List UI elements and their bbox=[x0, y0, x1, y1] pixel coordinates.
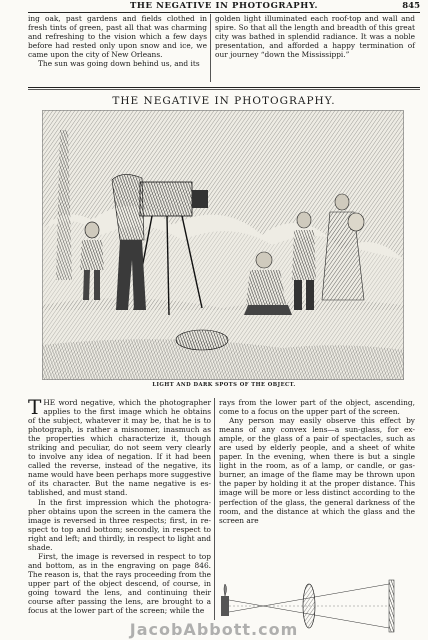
paragraph: Any person may easily observe this effect by means of any convex lens—a sun-glass, for example, or the glass of a pair of spectacles, such as are used by elderly people, and a sheet of white paper. In the evening, when there is but a single light in the room, as of a lamp, or candle, or gas-burner, an image of the flame may be thrown upon the paper by holding it at the proper distance. This image will be more or less distinct according to the perfection of the glass, the general darkness of the room, and the distance at which the glass and the screen are bbox=[219, 416, 415, 525]
paragraph: The sun was going down behind us, and its bbox=[38, 59, 200, 69]
article-title: THE NEGATIVE IN PHOTOGRAPHY. bbox=[112, 95, 336, 107]
drop-cap: T bbox=[28, 395, 42, 419]
previous-article-right-column bbox=[215, 14, 415, 59]
column-divider bbox=[214, 398, 215, 620]
page-number: 845 bbox=[402, 1, 420, 11]
running-title: THE NEGATIVE IN PHOTOGRAPHY. bbox=[129, 1, 319, 11]
paragraph: In the first impression which the photographer obtains upon the screen in the camera the image is reversed in three respects; first, in respect to top and bottom; secondly, in respect to right and left; and thirdly, in respect to light and shade. bbox=[28, 497, 211, 552]
engraving-caption: LIGHT AND DARK SPOTS OF THE OBJECT. bbox=[152, 382, 296, 388]
paragraph bbox=[28, 395, 211, 498]
article-left-column bbox=[28, 395, 211, 616]
previous-article-left-column bbox=[28, 14, 207, 68]
section-rule bbox=[28, 87, 420, 88]
paragraph: ing oak, past gardens and fields clothed in fresh tints of green, past all that was charming and refreshing to the vision which a few days before had rested only upon snow and ice, we came upon the city of New Orleans. bbox=[28, 14, 207, 60]
column-divider bbox=[210, 14, 211, 82]
paragraph: First, the image is reversed in respect to top and bottom, as in the engraving on page 846. The reason is, that the rays proceeding from the upper part of the object descend, of course, in going toward the lens, and continuing their course after passing the lens, are brought to a focus at the lower part of the screen; while the bbox=[28, 551, 211, 616]
header-rule bbox=[28, 12, 420, 13]
section-rule-thin bbox=[28, 89, 420, 90]
photographer-engraving bbox=[42, 110, 404, 380]
paragraph: golden light illuminated each roof-top and wall and spire. So that all the length and breadth of this great city was bathed in splendid radiance. It was a noble presentation, and afforded a happy termination of our journey “down the Mississippi.” bbox=[215, 14, 415, 60]
paragraph: rays from the lower part of the object, ascending, come to a focus on the upper part of the screen. bbox=[219, 398, 415, 417]
paragraph-text: HE word negative, which the photographer applies to the first image which he obtains of the subject, whatever it may be, that he is to photograph, is rather a misnomer, inasmuch as the properties which characterize it, though striking and peculiar, do not seem very clearly to involve any idea of negation. If it had been called the reverse, instead of the negative, its name would have been perhaps more suggestive of its character. But the name negative is established, and must stand. bbox=[28, 398, 211, 498]
watermark: JacobAbbott.com bbox=[129, 620, 299, 639]
article-right-column bbox=[219, 398, 415, 525]
running-header bbox=[28, 0, 420, 11]
